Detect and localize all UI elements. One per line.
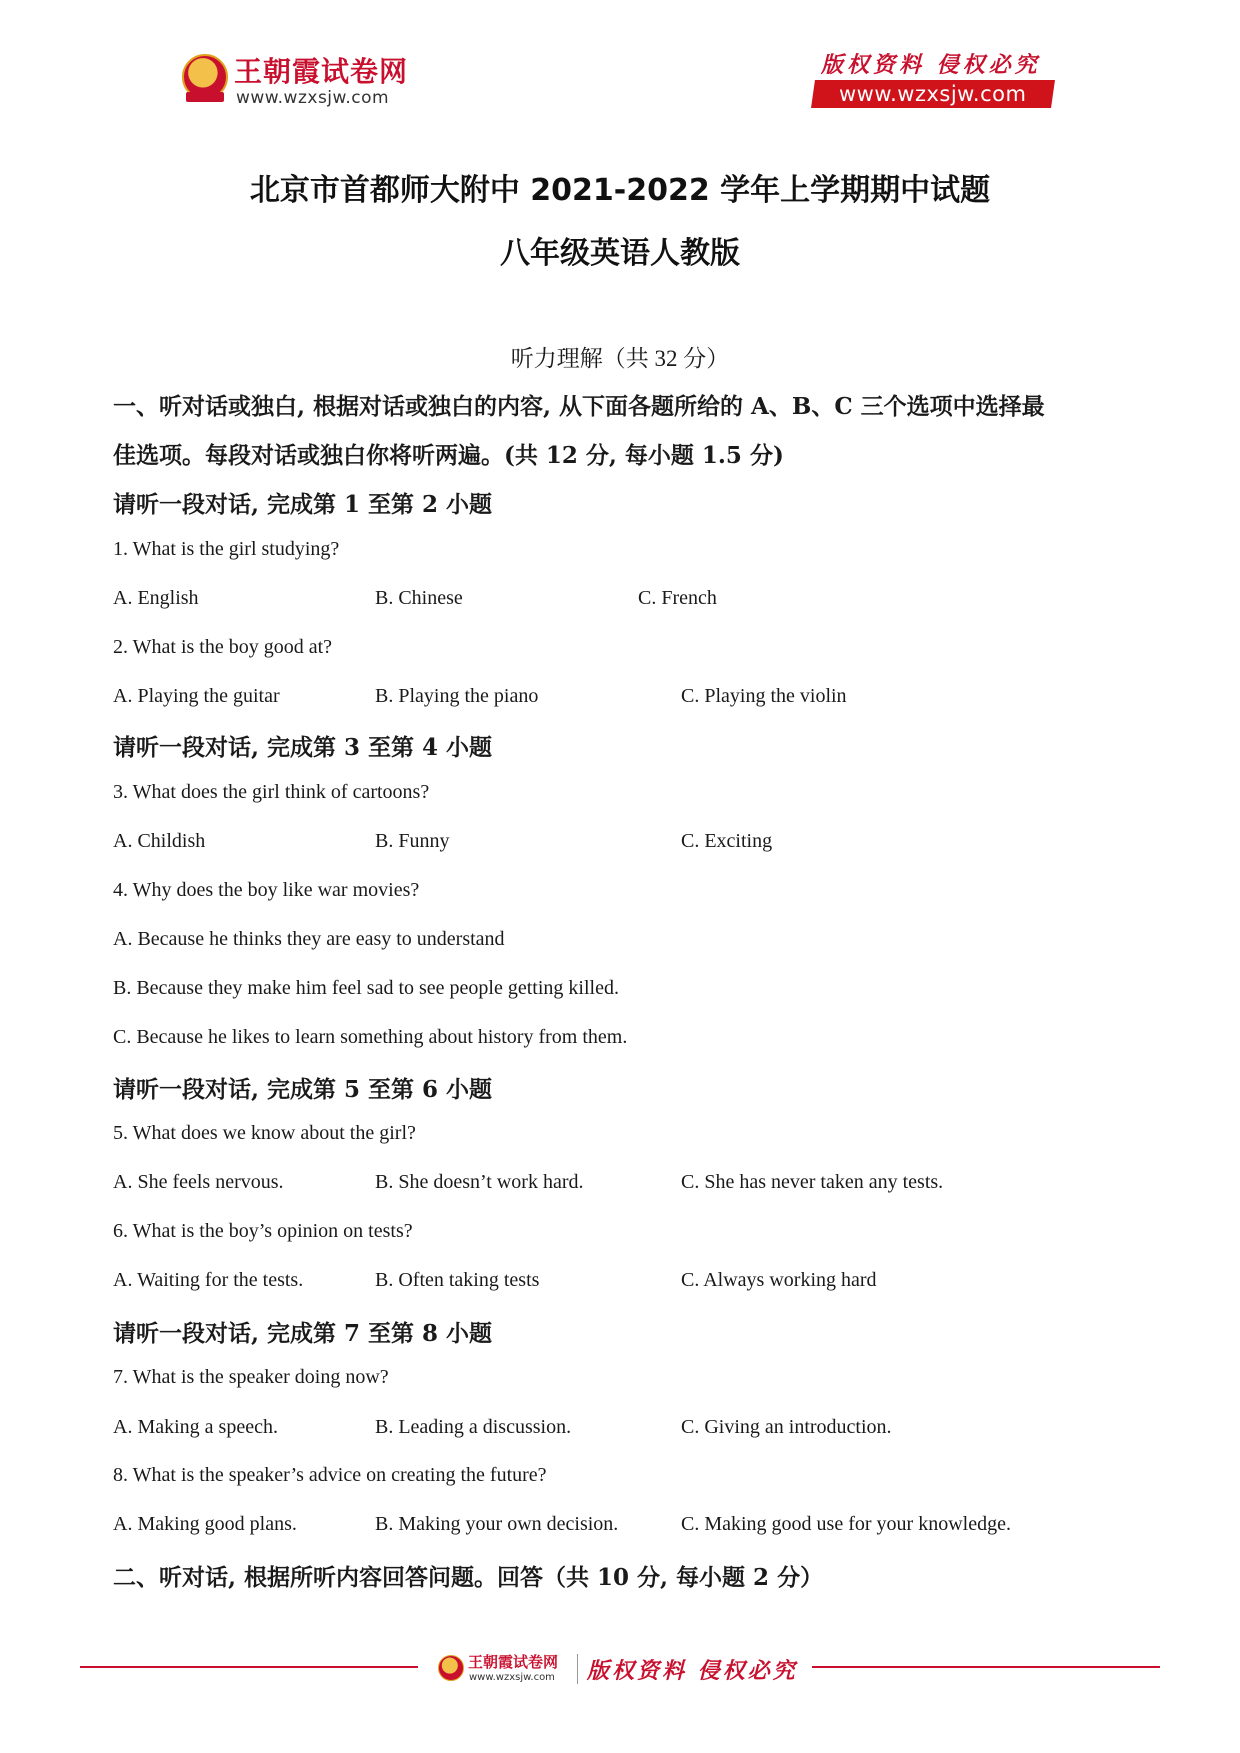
question-text: 1. What is the girl studying? <box>113 538 340 560</box>
option-c: C. Giving an introduction. <box>681 1416 892 1438</box>
question-text: 8. What is the speaker’s advice on creating the future? <box>113 1464 547 1486</box>
option-b: B. Often taking tests <box>375 1269 540 1291</box>
footer-rule-left <box>80 1666 418 1668</box>
option-a: A. English <box>113 587 199 609</box>
question-text: 2. What is the boy good at? <box>113 636 333 658</box>
option-a: A. Making a speech. <box>113 1416 278 1438</box>
footer-slogan: 版权资料 侵权必究 <box>587 1658 798 1684</box>
option-b: B. Because they make him feel sad to see people getting killed. <box>113 977 619 999</box>
copyright-url-banner <box>811 80 1055 108</box>
option-a: A. She feels nervous. <box>113 1171 284 1193</box>
option-a: A. Making good plans. <box>113 1513 297 1535</box>
option-b: B. Playing the piano <box>375 685 539 707</box>
footer-seal-icon <box>438 1655 464 1681</box>
brand-url: www.wzxsjw.com <box>236 88 390 108</box>
question-text: 7. What is the speaker doing now? <box>113 1366 389 1388</box>
group-heading: 请听一段对话, 完成第 1 至第 2 小题 <box>113 491 493 518</box>
footer-brand-name: 王朝霞试卷网 <box>468 1653 559 1671</box>
option-c: C. French <box>638 587 717 609</box>
option-c: C. Exciting <box>681 830 773 852</box>
option-c: C. Always working hard <box>681 1269 877 1291</box>
option-c: C. She has never taken any tests. <box>681 1171 944 1193</box>
question-text: 4. Why does the boy like war movies? <box>113 879 420 901</box>
option-c: C. Making good use for your knowledge. <box>681 1513 1011 1535</box>
brand-ribbon-icon <box>186 92 224 102</box>
copyright-url: www.wzxsjw.com <box>839 82 1027 106</box>
option-b: B. Leading a discussion. <box>375 1416 572 1438</box>
option-c: C. Because he likes to learn something about history from them. <box>113 1026 628 1048</box>
option-a: A. Waiting for the tests. <box>113 1269 304 1291</box>
footer-logo <box>438 1651 598 1691</box>
footer-rule-right <box>812 1666 1160 1668</box>
brand-name: 王朝霞试卷网 <box>234 55 409 88</box>
footer-brand-url: www.wzxsjw.com <box>469 1672 555 1683</box>
group-heading: 请听一段对话, 完成第 7 至第 8 小题 <box>113 1320 493 1347</box>
option-c: C. Playing the violin <box>681 685 847 707</box>
group-heading: 请听一段对话, 完成第 3 至第 4 小题 <box>113 734 493 761</box>
option-b: B. Funny <box>375 830 450 852</box>
option-b: B. Making your own decision. <box>375 1513 619 1535</box>
option-a: A. Childish <box>113 830 206 852</box>
section-title: 听力理解（共 32 分） <box>510 346 730 371</box>
option-a: A. Playing the guitar <box>113 685 280 707</box>
copyright-badge <box>813 48 1053 108</box>
option-b: B. She doesn’t work hard. <box>375 1171 584 1193</box>
part1-instruction-line2: 佳选项。每段对话或独白你将听两遍。(共 12 分, 每小题 1.5 分) <box>113 442 784 469</box>
part2-instruction: 二、听对话, 根据所听内容回答问题。回答（共 10 分, 每小题 2 分） <box>113 1564 824 1591</box>
page-subtitle: 八年级英语人教版 <box>500 236 740 271</box>
footer-divider <box>577 1654 578 1684</box>
question-text: 3. What does the girl think of cartoons? <box>113 781 430 803</box>
group-heading: 请听一段对话, 完成第 5 至第 6 小题 <box>113 1076 493 1103</box>
option-a: A. Because he thinks they are easy to understand <box>113 928 505 950</box>
brand-logo <box>182 52 422 118</box>
page-title: 北京市首都师大附中 2021-2022 学年上学期期中试题 <box>249 173 991 208</box>
option-b: B. Chinese <box>375 587 463 609</box>
question-text: 6. What is the boy’s opinion on tests? <box>113 1220 413 1242</box>
question-text: 5. What does we know about the girl? <box>113 1122 416 1144</box>
part1-instruction-line1: 一、听对话或独白, 根据对话或独白的内容, 从下面各题所给的 A、B、C 三个选项中选择最 <box>113 393 1045 420</box>
copyright-slogan: 版权资料 侵权必究 <box>821 52 1041 78</box>
